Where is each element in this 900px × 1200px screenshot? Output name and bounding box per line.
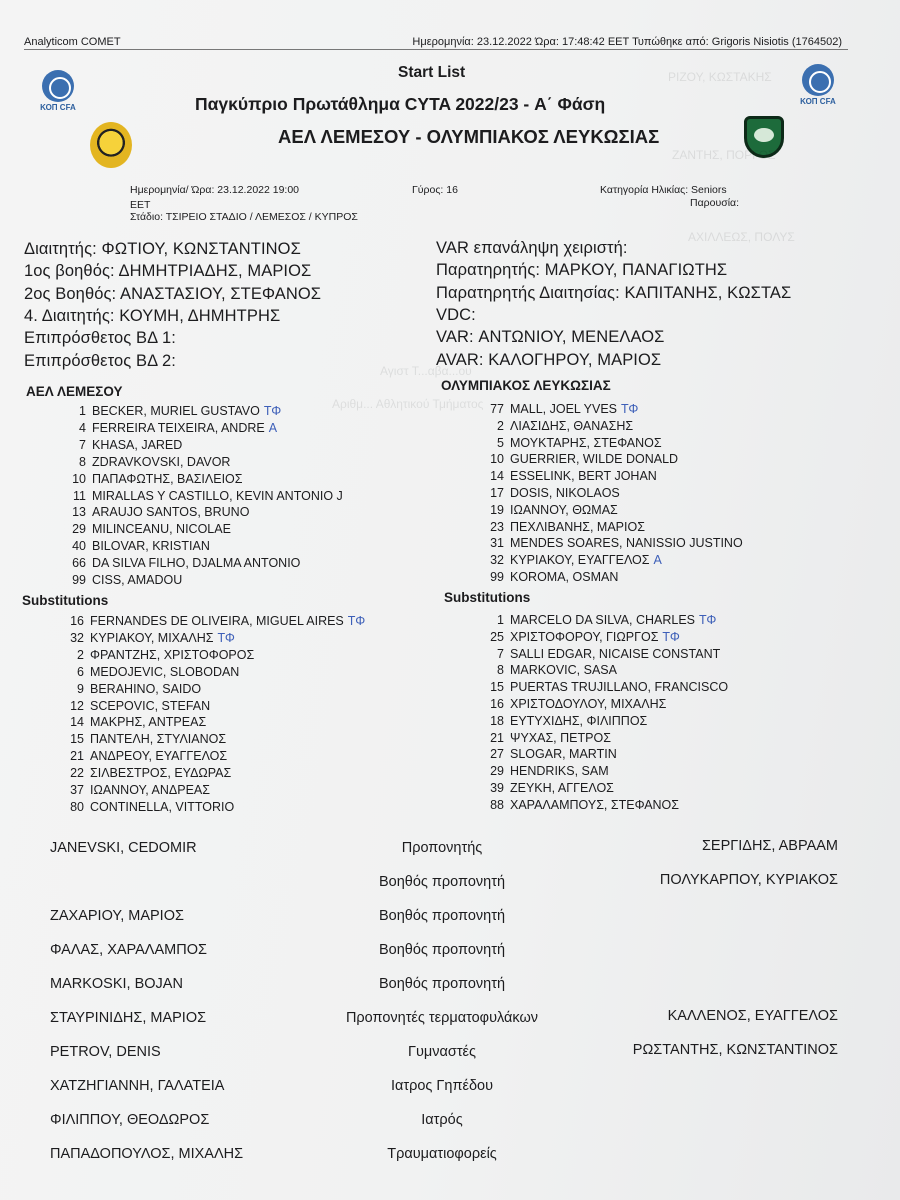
player-name: ESSELINK, BERT JOHAN [510, 469, 657, 484]
away-subs-row [470, 764, 609, 778]
match-title: ΑΕΛ ΛΕΜΕΣΟΥ - ΟΛΥΜΠΙΑΚΟΣ ΛΕΥΚΩΣΙΑΣ [278, 126, 660, 147]
shirt-number: 27 [490, 747, 504, 762]
away-subs-row [470, 731, 611, 745]
home-staff-name: PETROV, DENIS [50, 1044, 161, 1060]
player-name: CISS, AMADOU [92, 573, 183, 587]
player-name: ΠΕΧΛΙΒΑΝΗΣ, ΜΑΡΙΟΣ [510, 519, 645, 534]
away-subs-row [470, 798, 679, 812]
away-starters-row [470, 419, 633, 433]
home-team-heading: ΑΕΛ ΛΕΜΕΣΟΥ [26, 384, 123, 399]
home-starters-row [52, 421, 277, 435]
official-right-line: Παρατηρητής Διαιτησίας: ΚΑΠΙΤΑΝΗΣ, ΚΩΣΤΑΣ [436, 283, 792, 302]
staff-role: Τραυματιοφορείς [387, 1146, 497, 1162]
cfa-logo-right: ΚΟΠ CFA [794, 64, 842, 112]
away-subs-row [470, 630, 680, 644]
shirt-number: 11 [73, 488, 86, 503]
player-name: ΦΡΑΝΤΖΗΣ, ΧΡΙΣΤΟΦΟΡΟΣ [90, 647, 255, 662]
home-starters-row [52, 556, 300, 570]
shirt-number: 4 [79, 420, 86, 435]
player-name: BILOVAR, KRISTIAN [92, 539, 210, 554]
staff-role: Προπονητές τερματοφυλάκων [345, 1010, 539, 1026]
shirt-number: 32 [70, 630, 84, 645]
player-name: HENDRIKS, SAM [510, 764, 609, 779]
match-stadium: Στάδιο: ΤΣΙΡΕΙΟ ΣΤΑΔΙΟ / ΛΕΜΕΣΟΣ / ΚΥΠΡΟΣ [130, 211, 358, 223]
player-name: ΚΥΡΙΑΚΟΥ, ΜΙΧΑΛΗΣ [90, 630, 214, 645]
shirt-number: 12 [70, 698, 84, 713]
staff-role: Βοηθός προπονητή [378, 874, 506, 890]
shirt-number: 40 [72, 539, 86, 554]
player-role-badge: ΤΦ [662, 629, 680, 644]
shirt-number: 99 [72, 573, 86, 587]
away-subs-row [470, 647, 720, 661]
home-subs-heading: Substitutions [22, 593, 109, 608]
player-name: ΧΡΙΣΤΟΔΟΥΛΟΥ, ΜΙΧΑΛΗΣ [510, 697, 667, 711]
shirt-number: 13 [72, 505, 86, 520]
player-name: PUERTAS TRUJILLANO, FRANCISCO [510, 680, 729, 695]
away-subs-row [470, 747, 617, 761]
shirt-number: 10 [490, 452, 504, 467]
staff-role: Ιατρός [421, 1112, 463, 1128]
away-starters-row [470, 570, 618, 584]
away-starters-row [470, 452, 678, 466]
shirt-number: 99 [490, 570, 504, 584]
home-starters-row [52, 522, 231, 536]
player-name: KOROMA, OSMAN [510, 570, 619, 584]
home-staff-name: ΣΤΑΥΡΙΝΙΔΗΣ, ΜΑΡΙΟΣ [50, 1010, 207, 1026]
home-subs-row [50, 699, 210, 713]
official-left-line: Επιπρόσθετος ΒΔ 1: [24, 329, 176, 348]
shirt-number: 8 [79, 454, 86, 469]
home-staff-name: ΧΑΤΖΗΓΙΑΝΝΗ, ΓΑΛΑΤΕΙΑ [50, 1078, 225, 1094]
player-name: ΚΥΡΙΑΚΟΥ, ΕΥΑΓΓΕΛΟΣ [510, 553, 650, 568]
home-staff-name: MARKOSKI, BOJAN [50, 976, 183, 992]
doc-title: Start List [398, 64, 466, 81]
system-name: Analyticom COMET [24, 36, 121, 48]
away-subs-row [470, 714, 647, 728]
home-subs-row [50, 749, 227, 763]
player-name: ΑΝΔΡΕΟΥ, ΕΥΑΓΓΕΛΟΣ [90, 749, 228, 764]
competition-title: Παγκύπριο Πρωτάθλημα CYTA 2022/23 - Α΄ Φάση [195, 94, 606, 114]
shirt-number: 18 [490, 713, 504, 728]
official-right-line: VDC: [436, 305, 476, 324]
away-subs-heading: Substitutions [444, 590, 531, 605]
player-role-badge: ΤΦ [217, 630, 235, 645]
shirt-number: 77 [490, 402, 504, 416]
home-starters-row [52, 573, 182, 587]
player-name: BERAHINO, SAIDO [90, 681, 202, 696]
shirt-number: 25 [490, 629, 504, 644]
player-name: ΨΥΧΑΣ, ΠΕΤΡΟΣ [510, 730, 611, 745]
shirt-number: 2 [497, 418, 504, 433]
home-starters-row [52, 404, 281, 418]
shirt-number: 14 [490, 469, 504, 484]
player-name: ΙΩΑΝΝΟΥ, ΘΩΜΑΣ [510, 502, 618, 517]
player-name: ΕΥΤΥΧΙΔΗΣ, ΦΙΛΙΠΠΟΣ [510, 713, 648, 728]
player-name: ΜΑΚΡΗΣ, ΑΝΤΡΕΑΣ [90, 715, 207, 730]
shirt-number: 7 [79, 437, 86, 452]
match-category: Κατηγορία Ηλικίας: Seniors [600, 184, 727, 196]
shirt-number: 15 [70, 732, 84, 747]
shirt-number: 66 [72, 556, 86, 571]
player-name: MIRALLAS Y CASTILLO, KEVIN ANTONIO J [92, 488, 343, 503]
official-right-line: AVAR: ΚΑΛΟΓΗΡΟΥ, ΜΑΡΙΟΣ [436, 350, 662, 369]
player-name: MARCELO DA SILVA, CHARLES [510, 613, 696, 627]
shirt-number: 32 [490, 553, 504, 568]
player-name: MARKOVIC, SASA [510, 663, 617, 678]
player-name: ΙΩΑΝΝΟΥ, ΑΝΔΡΕΑΣ [90, 783, 210, 797]
home-staff-name: ΠΑΠΑΔΟΠΟΥΛΟΣ, ΜΙΧΑΛΗΣ [50, 1146, 244, 1162]
home-subs-row [50, 648, 254, 662]
shirt-number: 39 [490, 781, 504, 795]
player-name: ZDRAVKOVSKI, DAVOR [92, 454, 231, 469]
home-starters-row [52, 438, 182, 452]
match-timezone: EET [130, 199, 151, 211]
match-attendance: Παρουσία: [690, 197, 740, 209]
away-starters-row [470, 436, 662, 450]
staff-role: Βοηθός προπονητή [378, 908, 506, 924]
staff-role: Βοηθός προπονητή [378, 976, 506, 992]
home-staff-name: JANEVSKI, CEDOMIR [50, 840, 197, 856]
home-starters-row [52, 455, 230, 469]
player-name: MILINCEANU, NICOLAE [92, 522, 231, 537]
shirt-number: 22 [70, 766, 84, 781]
away-staff-name: ΠΟΛΥΚΑΡΠΟΥ, ΚΥΡΙΑΚΟΣ [659, 872, 838, 888]
away-starters-row [470, 486, 620, 500]
match-round: Γύρος: 16 [412, 184, 458, 196]
staff-role: Γυμναστές [407, 1044, 477, 1060]
official-left-line: 1ος βοηθός: ΔΗΜΗΤΡΙΑΔΗΣ, ΜΑΡΙΟΣ [24, 262, 312, 281]
home-starters-row [52, 539, 210, 553]
official-left-line: Επιπρόσθετος ΒΔ 2: [24, 351, 176, 370]
official-left-line: Διαιτητής: ΦΩΤΙΟΥ, ΚΩΝΣΤΑΝΤΙΝΟΣ [24, 240, 301, 258]
player-name: GUERRIER, WILDE DONALD [510, 452, 679, 467]
away-staff-name: ΡΩΣΤΑΝΤΗΣ, ΚΩΝΣΤΑΝΤΙΝΟΣ [632, 1042, 838, 1058]
staff-role: Βοηθός προπονητή [378, 942, 506, 958]
player-name: ΧΡΙΣΤΟΦΟΡΟΥ, ΓΙΩΡΓΟΣ [510, 629, 659, 644]
match-datetime: Ημερομηνία/ Ώρα: 23.12.2022 19:00 [130, 184, 300, 196]
player-role-badge: Α [268, 420, 278, 435]
player-name: MEDOJEVIC, SLOBODAN [90, 664, 240, 679]
player-name: ΛΙΑΣΙΔΗΣ, ΘΑΝΑΣΗΣ [510, 418, 634, 433]
shirt-number: 5 [497, 435, 504, 450]
home-subs-row [50, 783, 210, 797]
player-role-badge: ΤΦ [347, 614, 366, 628]
player-name: ΠΑΠΑΦΩΤΗΣ, ΒΑΣΙΛΕΙΟΣ [92, 471, 243, 486]
shirt-number: 9 [77, 681, 84, 696]
player-name: KHASA, JARED [92, 437, 183, 452]
player-name: ARAUJO SANTOS, BRUNO [92, 505, 250, 520]
away-starters-row [470, 553, 662, 567]
official-right-line: Παρατηρητής: ΜΑΡΚΟΥ, ΠΑΝΑΓΙΩΤΗΣ [436, 261, 728, 280]
shirt-number: 88 [490, 797, 504, 812]
away-starters-row [470, 536, 743, 550]
away-staff-name: ΣΕΡΓΙΔΗΣ, ΑΒΡΑΑΜ [701, 838, 838, 854]
home-subs-row [50, 800, 234, 814]
away-subs-row [470, 781, 614, 795]
official-left-line: 2ος Βοηθός: ΑΝΑΣΤΑΣΙΟΥ, ΣΤΕΦΑΝΟΣ [24, 284, 322, 303]
player-name: ΧΑΡΑΛΑΜΠΟΥΣ, ΣΤΕΦΑΝΟΣ [510, 797, 680, 812]
home-starters-row [52, 489, 343, 503]
player-role-badge: ΤΦ [699, 613, 717, 627]
player-name: FERREIRA TEIXEIRA, ANDRE [92, 420, 265, 435]
shirt-number: 1 [79, 404, 86, 418]
shirt-number: 29 [72, 522, 86, 537]
shirt-number: 1 [497, 613, 504, 627]
player-name: SCEPOVIC, STEFAN [90, 698, 211, 713]
shirt-number: 80 [70, 799, 84, 814]
shirt-number: 8 [497, 663, 504, 678]
player-name: DOSIS, NIKOLAOS [510, 486, 620, 500]
player-name: ΜΟΥΚΤΑΡΗΣ, ΣΤΕΦΑΝΟΣ [510, 435, 662, 450]
player-name: BECKER, MURIEL GUSTAVO [92, 404, 260, 418]
ael-crest-logo [90, 122, 132, 168]
player-name: ΖΕΥΚΗ, ΑΓΓΕΛΟΣ [510, 781, 614, 795]
away-starters-row [470, 402, 638, 416]
player-name: SLOGAR, MARTIN [510, 747, 617, 762]
official-left-line: 4. Διαιτητής: ΚΟΥΜΗ, ΔΗΜΗΤΡΗΣ [24, 306, 281, 325]
home-starters-row [52, 472, 243, 486]
shirt-number: 21 [490, 730, 504, 745]
shirt-number: 14 [70, 715, 84, 730]
home-subs-row [50, 682, 201, 696]
shirt-number: 15 [490, 680, 504, 695]
player-role-badge: ΤΦ [263, 404, 282, 418]
header-divider [24, 49, 848, 50]
home-subs-row [50, 665, 239, 679]
player-name: MENDES SOARES, NANISSIO JUSTINO [510, 536, 743, 551]
shirt-number: 7 [497, 646, 504, 661]
player-name: CONTINELLA, VITTORIO [90, 799, 235, 814]
away-subs-row [470, 613, 716, 627]
home-subs-row [50, 614, 365, 628]
official-right-line: VAR: ΑΝΤΩΝΙΟΥ, ΜΕΝΕΛΑΟΣ [436, 328, 665, 347]
shirt-number: 23 [490, 519, 504, 534]
shirt-number: 21 [70, 749, 84, 764]
home-subs-row [50, 715, 206, 729]
player-role-badge: ΤΦ [621, 402, 639, 416]
shirt-number: 16 [490, 697, 504, 711]
start-list-sheet: Analyticom COMET Ημερομηνία: 23.12.2022 Ώρα: 17:48:42 EET Τυπώθηκε από: Grigoris Nisiotis (1764502) ΚΟΠ CFA ΚΟΠ CFA Start List Παγκύπριο Πρωτάθλημα CYTA 2022/23 - Α΄ Φάση ΑΕΛ ΛΕΜΕΣΟΥ - ΟΛΥΜΠΙΑΚΟΣ ΛΕΥΚΩΣΙΑΣ ΡΙΖΟΥ, ΚΩΣΤΑΚΗΣ ΖΑΝΤΗΣ, ΠΟΡΓΟΣ ΑΧΙΛΛΕΩΣ, ΠΟΛΥΣ Αγιστ Τ...αβα...ου Αριθμ... Αθλητικού Τμήματος Ημερομηνία/ Ώρα: 23.12.2022 19:00 EET Στάδιο: ΤΣΙΡΕΙΟ ΣΤΑΔΙΟ / ΛΕΜΕΣΟΣ / ΚΥΠΡΟΣ Γύρος: 16 Κατηγορία Ηλικίας: Seniors Παρουσία: Διαιτητής: ΦΩΤΙΟΥ, ΚΩΝΣΤΑΝΤΙΝΟΣ 1ος βοηθός: ΔΗΜΗΤΡΙΑΔΗΣ, ΜΑΡΙΟΣ 2ος Βοηθός: ΑΝΑΣΤΑΣΙΟΥ, ΣΤΕΦΑΝΟΣ 4. Διαιτητής: ΚΟΥΜΗ, ΔΗΜΗΤΡΗΣ Επιπρόσθετος ΒΔ 1: Επιπρόσθετος ΒΔ 2: VAR επανάληψη χειριστή: Παρατηρητής: ΜΑΡΚΟΥ, ΠΑΝΑΓΙΩΤΗΣ Παρατηρητής Διαιτησίας: ΚΑΠΙΤΑΝΗΣ, ΚΩΣΤΑΣ VDC: VAR: ΑΝΤΩΝΙΟΥ, ΜΕΝΕΛΑΟΣ AVAR: ΚΑΛΟΓΗΡΟΥ, ΜΑΡΙΟΣ ΑΕΛ ΛΕΜΕΣΟΥ ΟΛΥΜΠΙΑΚΟΣ ΛΕΥΚΩΣΙΑΣ Substitutions Substitutions 1 BECKER, MURIEL GUSTAVO ΤΦ 4 FERREIRA TEIXEIRA, ANDRE Α 7 KHASA, JARED 8 ZDRAVKOVSKI, DAVOR 10 ΠΑΠΑΦΩΤΗΣ, ΒΑΣΙΛΕΙΟΣ 11 MIRALLAS Y CASTILLO, KEVIN ANTONIO J 13 ARAUJO SANTOS, BRUNO 29 MILINCEANU, NICOLAE 40 BILOVAR, KRISTIAN 66 DA SILVA FILHO, DJALMA ANTONIO 99 CISS, AMADOU 16 FERNANDES DE OLIVEIRA, MIGUEL AIRES ΤΦ 32 ΚΥΡΙΑΚΟΥ, ΜΙΧΑΛΗΣ ΤΦ 2 ΦΡΑΝΤΖΗΣ, ΧΡΙΣΤΟΦΟΡΟΣ 6 MEDOJEVIC, SLOBODAN 9 BERAHINO, SAIDO 12 SCEPOVIC, STEFAN 14 ΜΑΚΡΗΣ, ΑΝΤΡΕΑΣ 15 ΠΑΝΤΕΛΗ, ΣΤΥΛΙΑΝΟΣ 21 ΑΝΔΡΕΟΥ, ΕΥΑΓΓΕΛΟΣ 22 ΣΙΛΒΕΣΤΡΟΣ, ΕΥΔΩΡΑΣ 37 ΙΩΑΝΝΟΥ, ΑΝΔΡΕΑΣ 80 CONTINELLA, VITTORIO 77 MALL, JOEL YVES ΤΦ 2 ΛΙΑΣΙΔΗΣ, ΘΑΝΑΣΗΣ 5 ΜΟΥΚΤΑΡΗΣ, ΣΤΕΦΑΝΟΣ 10 GUERRIER, WILDE DONALD 14 ESSELINK, BERT JOHAN 17 DOSIS, NIKOLAOS 19 ΙΩΑΝΝΟΥ, ΘΩΜΑΣ 23 ΠΕΧΛΙΒΑΝΗΣ, ΜΑΡΙΟΣ 31 MENDES SOARES, NANISSIO JUSTINO 32 ΚΥΡΙΑΚΟΥ, ΕΥΑΓΓΕΛΟΣ Α 99 KOROMA, OSMAN 1 MARCELO DA SILVA, CHARLES ΤΦ 25 ΧΡΙΣΤΟΦΟΡΟΥ, ΓΙΩΡΓΟΣ ΤΦ 7 SALLI EDGAR, NICAISE CONSTANT 8 MARKOVIC, SASA 15 PUERTAS TRUJILLANO, FRANCISCO 16 ΧΡΙΣΤΟΔΟΥΛΟΥ, ΜΙΧΑΛΗΣ 18 ΕΥΤΥΧΙΔΗΣ, ΦΙΛΙΠΠΟΣ 21 ΨΥΧΑΣ, ΠΕΤΡΟΣ 27 SLOGAR, MARTIN 29 HENDRIKS, SAM 39 ΖΕΥΚΗ, ΑΓΓΕΛΟΣ 88 ΧΑΡΑΛΑΜΠΟΥΣ, ΣΤΕΦΑΝΟΣ JANEVSKI, CEDOMIR Προπονητής ΣΕΡΓΙΔΗΣ, ΑΒΡΑΑΜ Βοηθός προπονητή ΠΟΛΥΚΑΡΠΟΥ, ΚΥΡΙΑΚΟΣ ΖΑΧΑΡΙΟΥ, ΜΑΡΙΟΣ Βοηθός προπονητή ΦΑΛΑΣ, ΧΑΡΑΛΑΜΠΟΣ Βοηθός προπονητή MARKOSKI, BOJAN Βοηθός προπονητή ΣΤΑΥΡΙΝΙΔΗΣ, ΜΑΡΙΟΣ Προπονητές τερματοφυλάκων ΚΑΛΛΕΝΟΣ, ΕΥΑΓΓΕΛΟΣ PETROV, DENIS Γυμναστές ΡΩΣΤΑΝΤΗΣ, ΚΩΝΣΤΑΝΤΙΝΟΣ ΧΑΤΖΗΓΙΑΝΝΗ, ΓΑΛΑΤΕΙΑ Ιατρος Γηπέδου ΦΙΛΙΠΠΟΥ, ΘΕΟΔΩΡΟΣ Ιατρός ΠΑΠΑΔΟΠΟΥΛΟΣ, ΜΙΧΑΛΗΣ Τραυματιοφορείς [0, 0, 900, 1200]
home-staff-name: ΦΑΛΑΣ, ΧΑΡΑΛΑΜΠΟΣ [50, 942, 207, 958]
shirt-number: 19 [490, 502, 504, 517]
print-info: Ημερομηνία: 23.12.2022 Ώρα: 17:48:42 EET Τυπώθηκε από: Grigoris Nisiotis (1764502) [412, 36, 842, 48]
player-name: SALLI EDGAR, NICAISE CONSTANT [510, 646, 721, 661]
shirt-number: 17 [490, 486, 504, 500]
shirt-number: 29 [490, 764, 504, 779]
home-subs-row [50, 766, 231, 780]
staff-role: Προπονητής [401, 840, 483, 856]
home-staff-name: ΖΑΧΑΡΙΟΥ, ΜΑΡΙΟΣ [50, 908, 184, 924]
away-starters-row [470, 520, 645, 534]
player-name: ΠΑΝΤΕΛΗ, ΣΤΥΛΙΑΝΟΣ [90, 732, 227, 747]
player-name: ΣΙΛΒΕΣΤΡΟΣ, ΕΥΔΩΡΑΣ [90, 766, 232, 781]
official-right-line: VAR επανάληψη χειριστή: [436, 239, 628, 257]
cfa-logo-left: ΚΟΠ CFA [34, 70, 82, 118]
staff-role: Ιατρος Γηπέδου [390, 1078, 494, 1094]
home-subs-row [50, 732, 226, 746]
away-team-heading: ΟΛΥΜΠΙΑΚΟΣ ΛΕΥΚΩΣΙΑΣ [441, 378, 611, 393]
shirt-number: 6 [77, 664, 84, 679]
shirt-number: 10 [72, 471, 86, 486]
home-subs-row [50, 631, 235, 645]
player-name: FERNANDES DE OLIVEIRA, MIGUEL AIRES [90, 614, 344, 628]
player-name: MALL, JOEL YVES [510, 402, 617, 416]
away-subs-row [470, 663, 617, 677]
away-staff-name: ΚΑΛΛΕΝΟΣ, ΕΥΑΓΓΕΛΟΣ [667, 1008, 838, 1024]
away-subs-row [470, 697, 666, 711]
home-starters-row [52, 505, 249, 519]
shirt-number: 2 [77, 647, 84, 662]
away-subs-row [470, 680, 728, 694]
player-name: DA SILVA FILHO, DJALMA ANTONIO [92, 556, 301, 571]
player-role-badge: Α [653, 553, 662, 568]
shirt-number: 16 [70, 614, 84, 628]
away-starters-row [470, 469, 657, 483]
shirt-number: 31 [490, 536, 504, 551]
away-starters-row [470, 503, 618, 517]
shirt-number: 37 [70, 783, 84, 797]
home-staff-name: ΦΙΛΙΠΠΟΥ, ΘΕΟΔΩΡΟΣ [50, 1112, 210, 1128]
